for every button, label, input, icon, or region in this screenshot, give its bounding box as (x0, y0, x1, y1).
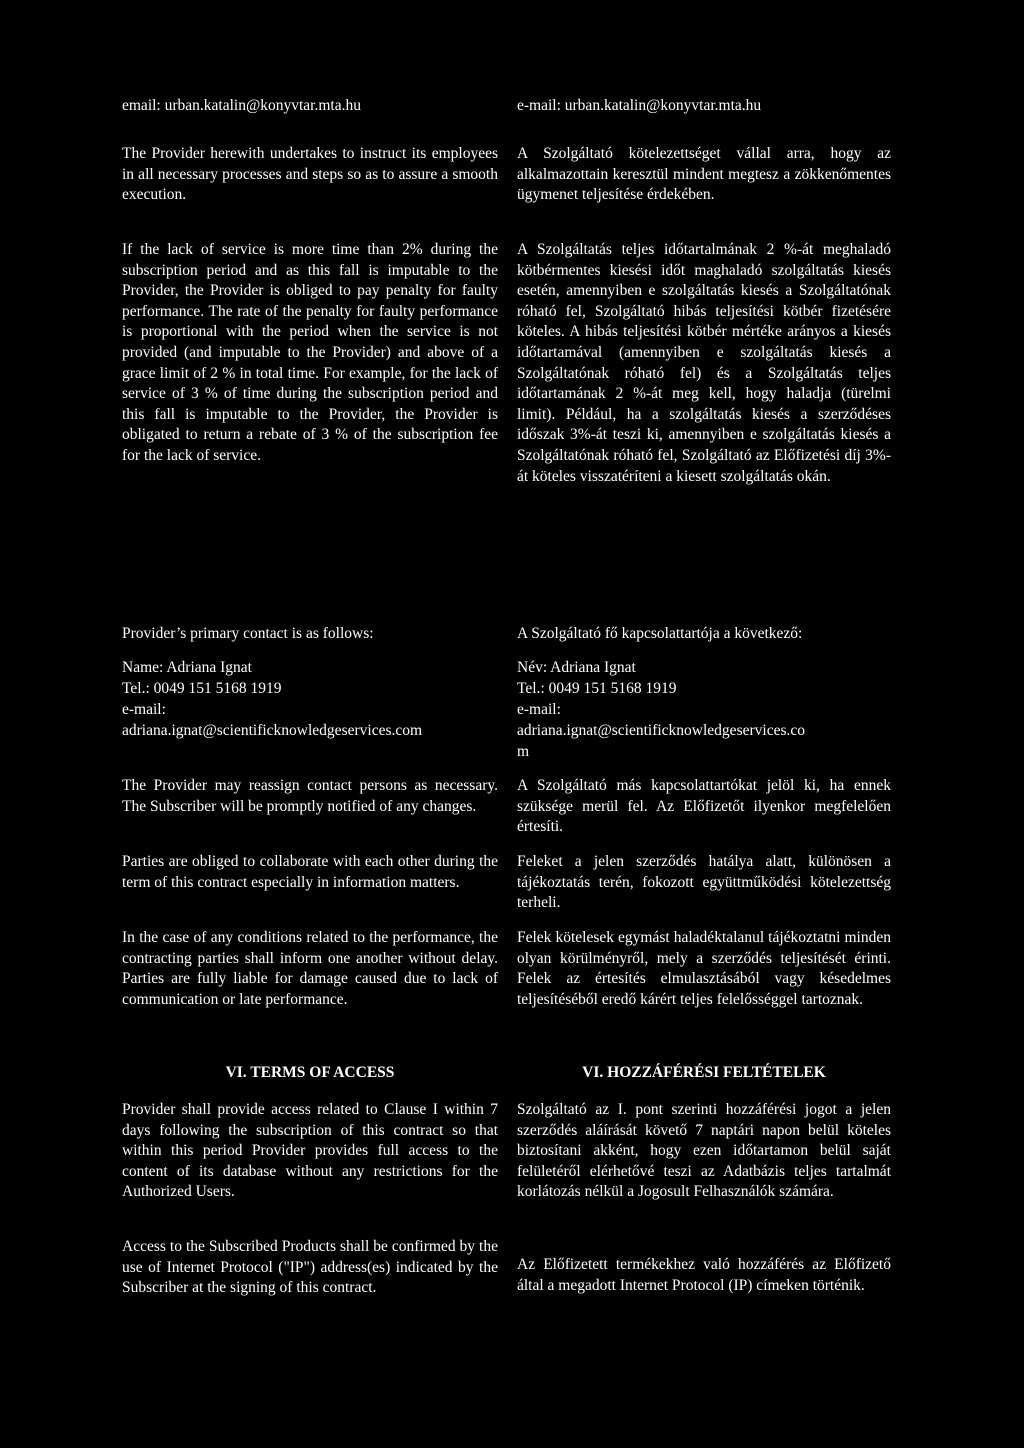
right-para-access1: Szolgáltató az I. pont szerinti hozzáférési jogot a jelen szerződés aláírását követő 7 naptári napon belül köteles biztosítani akként, hogy ezen időtartamon belül saját felületéről elérhetővé teszi az Adatbázis teljes tartalmát korlátozás nélkül a Jogosult Felhasználók számára. (517, 1101, 891, 1201)
left-contact-tel: Tel.: 0049 151 5168 1919 (122, 680, 282, 697)
left-para-penalty: If the lack of service is more time than 2% during the subscription period and as this fall is imputable to the Provider, the Provider is obliged to pay penalty for faulty performance. The rate of the penalty for faulty performance is proportional with the period when the service is not provided (and imputable to the Provider) and above of a grace limit of 2 % in total time. For example, for the lack of service of 3 % of time during the subscription period and this fall is imputable to the Provider, the Provider is obligated to return a rebate of 3 % of the subscription fee for the lack of service. (122, 241, 498, 464)
right-contact-intro: A Szolgáltató fő kapcsolattartója a következő: (517, 625, 803, 642)
left-contact-intro: Provider’s primary contact is as follows: (122, 625, 374, 642)
right-para-conditions: Felek kötelesek egymást haladéktalanul tájékoztatni minden olyan körülményről, mely a szerződés teljesítését érinti. Felek az értesítés elmulasztásából vagy késedelmes teljesítéséből eredő kárért teljes felelősséggel tartoznak. (517, 929, 891, 1008)
left-para-access2: Access to the Subscribed Products shall be confirmed by the use of Internet Protocol ("IP") address(es) indicated by the Subscriber at the signing of this contract. (122, 1238, 498, 1297)
left-para-reassign: The Provider may reassign contact persons as necessary. The Subscriber will be promptly notified of any changes. (122, 777, 498, 815)
left-contact-email-label: e-mail: (122, 701, 166, 718)
right-contact-name: Név: Adriana Ignat (517, 659, 636, 676)
right-contact-email-label: e-mail: (517, 701, 561, 718)
right-email-line: e-mail: urban.katalin@konyvtar.mta.hu (517, 97, 762, 114)
right-para-penalty: A Szolgáltatás teljes időtartalmának 2 %-át meghaladó kötbérmentes kiesési időt maghaladó szolgáltatás kiesés esetén, amennyiben e szolgáltatás kiesés a Szolgáltatónak róható fel, Szolgáltató hibás teljesítési kötbér fizetésére köteles. A hibás teljesítési kötbér mértéke arányos a kiesés időtartamával (amennyiben e szolgáltatás kiesés a Szolgáltatónak róható fel) és a Szolgáltatás teljes időtartamának 2 %-át meg kell, hogy haladja (türelmi limit). Például, ha a szolgáltatás kiesés a szerződéses időszak 3%-át teszi ki, amennyiben e szolgáltatás kiesés a Szolgáltatónak róható fel, Szolgáltató az Előfizetési díj 3%-át köteles visszatéríteni a kiesett szolgáltatás okán. (517, 241, 891, 485)
right-contact-email-1: adriana.ignat@scientificknowledgeservices.co (517, 722, 805, 739)
left-para-instruct: The Provider herewith undertakes to instruct its employees in all necessary processes and steps so as to assure a smooth execution. (122, 145, 498, 204)
left-heading-terms: VI. TERMS OF ACCESS (225, 1064, 395, 1081)
left-email-line: email: urban.katalin@konyvtar.mta.hu (122, 97, 361, 114)
right-para-access2: Az Előfizetett termékekhez való hozzáférés az Előfizető által a megadott Internet Protocol (IP) címeken történik. (517, 1256, 891, 1294)
right-para-instruct: A Szolgáltató kötelezettséget vállal arra, hogy az alkalmazottain keresztül mindent megtesz a zökkenőmentes ügymenet teljesítése érdekében. (517, 145, 891, 204)
right-contact-email-2: m (517, 743, 530, 760)
right-para-reassign: A Szolgáltató más kapcsolattartókat jelöl ki, ha ennek szüksége merül fel. Az Előfizetőt ilyenkor megfelelően értesíti. (517, 777, 891, 836)
right-heading-terms: VI. HOZZÁFÉRÉSI FELTÉTELEK (582, 1064, 826, 1081)
left-para-access1: Provider shall provide access related to Clause I within 7 days following the subscription of this contract so that within this period Provider provides full access to the content of its database without any restrictions for the Authorized Users. (122, 1101, 498, 1201)
right-para-collaborate: Feleket a jelen szerződés hatálya alatt, különösen a tájékoztatás terén, fokozott együttműködési kötelezettség terheli. (517, 853, 891, 912)
left-contact-email: adriana.ignat@scientificknowledgeservices.com (122, 722, 423, 739)
left-para-collaborate: Parties are obliged to collaborate with each other during the term of this contract especially in information matters. (122, 853, 498, 891)
left-para-conditions: In the case of any conditions related to the performance, the contracting parties shall inform one another without delay. Parties are fully liable for damage caused due to lack of communication or late performance. (122, 929, 498, 1008)
right-contact-tel: Tel.: 0049 151 5168 1919 (517, 680, 677, 697)
left-contact-name: Name: Adriana Ignat (122, 659, 252, 676)
